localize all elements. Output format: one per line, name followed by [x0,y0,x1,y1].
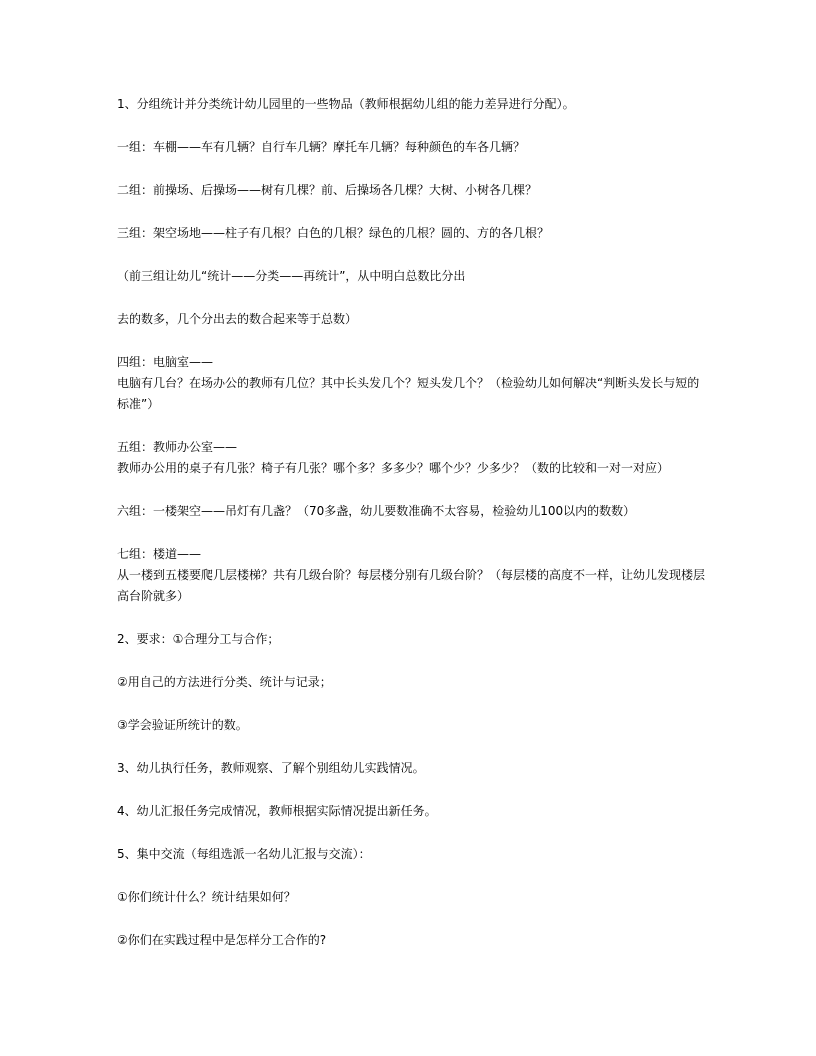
paragraph: 1、分组统计并分类统计幼儿园里的一些物品（教师根据幼儿组的能力差异进行分配）。 [117,97,575,111]
paragraph: 电脑有几台？在场办公的教师有几位？其中长头发几个？短头发几个？（检验幼儿如何解决“判断头发长与短的标准”） [117,376,700,411]
paragraph: 七组：楼道—— [117,547,202,561]
paragraph: 去的数多，几个分出去的数合起来等于总数） [117,312,358,326]
paragraph: ③学会验证所统计的数。 [117,718,248,732]
paragraph: 三组：架空场地——柱子有几根？白色的几根？绿色的几根？圆的、方的各几根？ [117,226,550,240]
document-body [117,94,707,951]
paragraph: ②你们在实践过程中是怎样分工合作的? [117,933,327,947]
paragraph: 从一楼到五楼要爬几层楼梯？共有几级台阶？每层楼分别有几级台阶？（每层楼的高度不一样，让幼儿发现楼层高台阶就多） [117,568,706,603]
paragraph: 二组：前操场、后操场——树有几棵？前、后操场各几棵？大树、小树各几棵？ [117,183,538,197]
paragraph: ①你们统计什么？统计结果如何？ [117,890,296,904]
paragraph: 四组：电脑室—— [117,355,214,369]
paragraph: 教师办公用的桌子有几张？椅子有几张？哪个多？多多少？哪个少？少多少？（数的比较和一对一对应） [117,461,670,475]
paragraph: 4、幼儿汇报任务完成情况，教师根据实际情况提出新任务。 [117,804,437,818]
paragraph: 2、要求：①合理分工与合作； [117,632,280,646]
paragraph: ②用自己的方法进行分类、统计与记录； [117,675,332,689]
paragraph: （前三组让幼儿“统计——分类——再统计”，从中明白总数比分出 [117,269,466,283]
paragraph: 五组：教师办公室—— [117,440,238,454]
paragraph: 5、集中交流（每组选派一名幼儿汇报与交流）： [117,847,371,861]
paragraph: 六组：一楼架空——吊灯有几盏？（70多盏，幼儿要数准确不太容易，检验幼儿100以内的数数） [117,504,636,518]
paragraph: 3、幼儿执行任务，教师观察、了解个别组幼儿实践情况。 [117,761,425,775]
paragraph: 一组：车棚——车有几辆？自行车几辆？摩托车几辆？每种颜色的车各几辆？ [117,140,526,154]
